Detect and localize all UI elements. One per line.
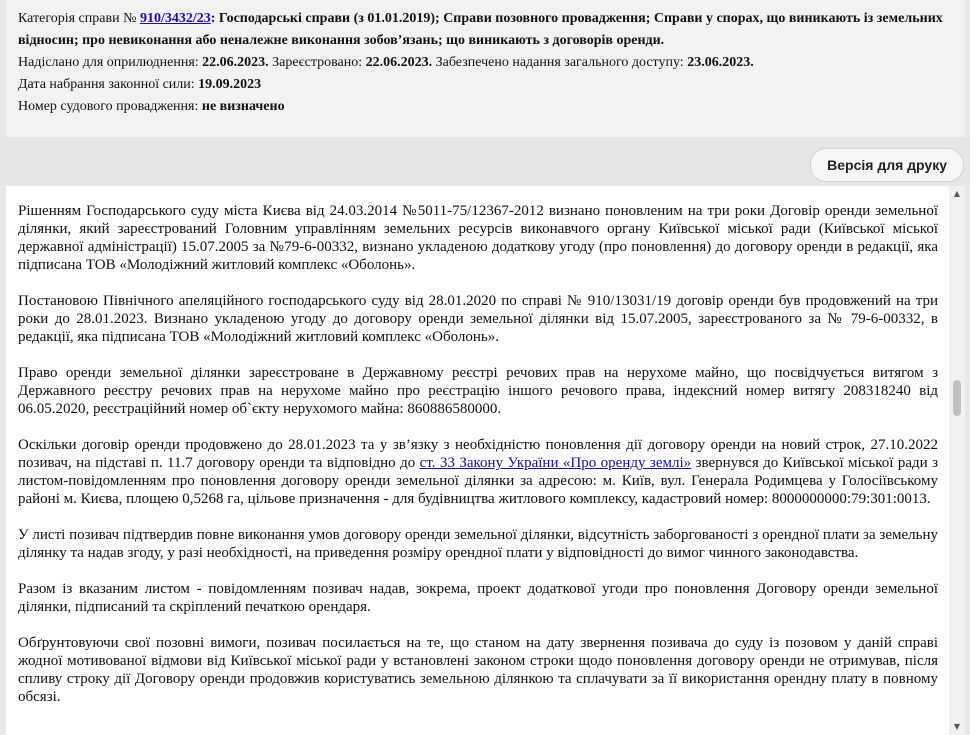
proceeding-number-row <box>18 96 965 118</box>
case-number-link[interactable]: 910/3432/23 <box>139 11 211 26</box>
effective-date: 19.09.2023 <box>198 77 262 92</box>
case-metadata-panel <box>6 0 965 137</box>
paragraph: Рішенням Господарського суду міста Києва від 24.03.2014 №5011-75/12367-2012 визнано поновленим на три роки Договір оренди земельної ділянки, який зареєстрований Головним управлінням земельних ресурсів виконавчого органу Київської міської ради (Київської міської державної адміністрації) 15.07.2005 за №79-6-00332, визнано укладеною додаткову угоду (про поновлення) до договору оренди в редакції, яка підписана ТОВ «Молодіжний житловий комплекс «Оболонь». <box>18 203 938 273</box>
paragraph: Право оренди земельної ділянки зареєстроване в Державному реєстрі речових прав на нерухоме майно, що посвідчується витягом з Державного реєстру речових прав на нерухоме майно про реєстрацію іншого речового права, індексний номер витягу 208318240 від 06.05.2020, реєстраційний номер об`єкту нерухомого майна: 860886580000. <box>18 365 938 417</box>
effective-label: Дата набрання законної сили: <box>18 77 195 92</box>
access-date: 23.06.2023. <box>687 55 754 70</box>
sent-date: 22.06.2023. <box>202 55 269 70</box>
paragraph: У листі позивач підтвердив повне виконання умов договору оренди земельної ділянки, відсутність заборгованості з орендної плати за земельну ділянку та надав згоду, у разі необхідності, на приведення розміру орендної плати у відповідності до вимог чинного законодавства. <box>18 527 938 561</box>
vertical-scrollbar[interactable] <box>949 186 965 735</box>
paragraph: Обґрунтовуючи свої позовні вимоги, позивач посилається на те, що станом на дату звернення позивача до суду із позовом у даній справі жодної мотивованої відмови від Київської міської ради у встановлені законом строки щодо поновлення договору оренди не отримував, після спливу строку дії Договору оренди продовжив користуватись земельною ділянкою та сплачувати за її використання орендну плату в повному обсязі. <box>18 635 938 705</box>
paragraph-text: Оскільки договір оренди продовжено до 28.01.2023 та у зв’язку з необхідністю поновлення дії договору оренди на новий строк, 27.10.2022 позивач, на підставі п. 11.7 договору оренди та відповідно до <box>18 437 938 471</box>
publication-dates <box>18 52 965 74</box>
paragraph: Постановою Північного апеляційного господарського суду від 28.01.2020 по справі № 910/13031/19 договір оренди був продовжений на три роки до 28.01.2023. Визнано укладеною угоду до договору оренди земельної ділянки від 15.07.2005, зареєстрованого за № 79-6-00332, в редакції, яка підписана ТОВ «Молодіжний житловий комплекс «Оболонь». <box>18 293 938 345</box>
scroll-up-arrow-icon[interactable]: ▲ <box>953 189 961 198</box>
scroll-down-arrow-icon[interactable]: ▼ <box>953 722 961 731</box>
case-category <box>18 8 948 52</box>
sent-label: Надіслано для оприлюднення: <box>18 55 199 70</box>
proceeding-label: Номер судового провадження: <box>18 99 199 114</box>
paragraph: Разом із вказаним листом - повідомленням позивач надав, зокрема, проект додаткової угоди про поновлення Договору оренди земельної ділянки, підписаний та скріплений печаткою орендаря. <box>18 581 938 615</box>
scroll-thumb[interactable] <box>953 380 961 416</box>
registered-label: Зареєстровано: <box>272 55 363 70</box>
effective-date-row <box>18 74 965 96</box>
paragraph <box>18 436 938 508</box>
print-version-button[interactable]: Версія для друку <box>810 148 964 182</box>
law-article-link[interactable]: ст. 33 Закону України «Про оренду землі» <box>419 455 692 471</box>
paragraph-text: звернувся до Київської міської ради з листом-повідомленням про поновлення договору оренди земельної ділянки за адресою: м. Київ, вул. Генерала Родимцева у Голосіївському районі м. Києва, площею 0,5268 га, цільове призначення - для будівництва житлового комплексу, кадастровий номер: 8000000000:79:301:0013. <box>18 455 938 507</box>
toolbar <box>0 137 970 185</box>
proceeding-value: не визначено <box>201 99 285 114</box>
document-text <box>6 186 949 735</box>
category-text: : Господарські справи (з 01.01.2019); Справи позовного провадження; Справи у спорах, що виникають із земельних відносин; про невиконання або неналежне виконання зобов’язань; що виникають з договорів оренди. <box>18 11 943 48</box>
category-label: Категорія справи № <box>18 11 137 26</box>
registered-date: 22.06.2023. <box>365 55 433 70</box>
access-label: Забезпечено надання загального доступу: <box>435 55 684 70</box>
